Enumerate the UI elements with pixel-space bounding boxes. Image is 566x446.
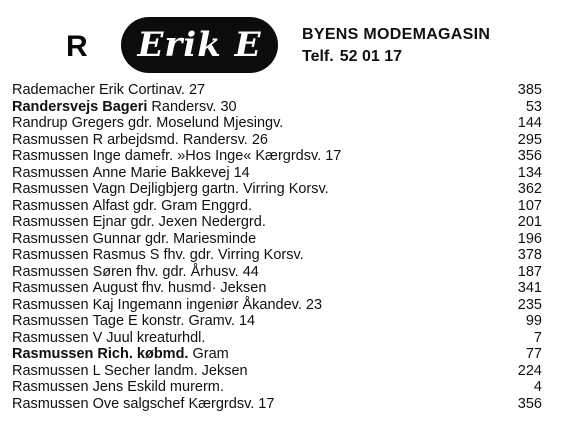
entry-name: Rasmussen bbox=[12, 379, 89, 395]
entry-details: Tage E konstr. Gramv. 14 bbox=[92, 313, 256, 329]
entry-phone-number: 235 bbox=[517, 296, 542, 313]
entry-details: V Juul kreaturhdl. bbox=[92, 329, 206, 346]
directory-entry bbox=[12, 231, 542, 248]
entry-phone-number: 144 bbox=[517, 115, 542, 131]
entry-name: Rasmussen Rich. købmd. bbox=[12, 346, 189, 362]
directory-entry bbox=[12, 148, 542, 165]
entry-name: Rasmussen bbox=[12, 313, 89, 329]
phone-label: Telf. bbox=[302, 48, 334, 65]
entry-phone-number: 385 bbox=[517, 82, 542, 98]
directory-entry bbox=[12, 247, 542, 264]
entry-name: Rasmussen bbox=[12, 329, 89, 346]
entry-details: R arbejdsmd. Randersv. 26 bbox=[92, 131, 268, 148]
entry-phone-number: 201 bbox=[517, 214, 542, 230]
entry-phone-number: 224 bbox=[517, 362, 542, 379]
directory-entry bbox=[12, 132, 542, 149]
directory-entry bbox=[12, 264, 542, 281]
entry-name: Rasmussen bbox=[12, 131, 89, 148]
entry-details: L Secher landm. Jeksen bbox=[92, 362, 248, 379]
directory-entry bbox=[12, 181, 542, 198]
entry-phone-number: 4 bbox=[533, 379, 542, 395]
entry-name: Randersvejs Bageri bbox=[12, 98, 148, 115]
entry-details: Randersv. 30 bbox=[151, 98, 237, 115]
directory-entry bbox=[12, 165, 542, 182]
directory-entry bbox=[12, 313, 542, 330]
logo-text: Erik E bbox=[137, 25, 262, 65]
entry-name: Rasmussen bbox=[12, 296, 89, 313]
entry-phone-number: 196 bbox=[517, 230, 542, 247]
entry-name: Rasmussen bbox=[12, 280, 89, 296]
entry-details: Jens Eskild murerm. bbox=[92, 379, 224, 395]
entry-name: Rasmussen bbox=[12, 164, 89, 181]
directory-entry bbox=[12, 330, 542, 347]
entry-phone-number: 77 bbox=[525, 346, 542, 362]
entry-name: Rasmussen bbox=[12, 395, 89, 412]
directory-entry bbox=[12, 379, 542, 396]
entry-name: Rasmussen bbox=[12, 230, 89, 247]
directory-entry bbox=[12, 297, 542, 314]
ad-phone bbox=[302, 48, 402, 66]
entry-details: Alfast gdr. Gram Enggrd. bbox=[92, 197, 253, 214]
entry-phone-number: 295 bbox=[517, 131, 542, 148]
entry-name: Rasmussen bbox=[12, 148, 89, 164]
directory-header bbox=[0, 0, 566, 80]
directory-entry bbox=[12, 280, 542, 297]
entry-details: Rasmus S fhv. gdr. Virring Korsv. bbox=[92, 247, 304, 263]
directory-listing bbox=[12, 82, 542, 412]
entry-phone-number: 187 bbox=[517, 263, 542, 280]
entry-details: Gram bbox=[192, 346, 229, 362]
entry-phone-number: 7 bbox=[533, 329, 542, 346]
entry-phone-number: 362 bbox=[517, 181, 542, 197]
entry-name: Rasmussen bbox=[12, 263, 89, 280]
ad-slogan: BYENS MODEMAGASIN bbox=[302, 26, 491, 43]
entry-name: Rasmussen bbox=[12, 214, 89, 230]
directory-entry bbox=[12, 396, 542, 413]
entry-details: Gunnar gdr. Mariesminde bbox=[92, 230, 257, 247]
entry-details: Vagn Dejligbjerg gartn. Virring Korsv. bbox=[92, 181, 329, 197]
directory-entry bbox=[12, 99, 542, 116]
entry-phone-number: 378 bbox=[517, 247, 542, 263]
entry-details: Anne Marie Bakkevej 14 bbox=[92, 164, 250, 181]
section-letter: R bbox=[66, 30, 88, 63]
entry-details: Ove salgschef Kærgrdsv. 17 bbox=[92, 395, 275, 412]
directory-entry bbox=[12, 363, 542, 380]
directory-entry bbox=[12, 214, 542, 231]
entry-name: Rasmussen bbox=[12, 247, 89, 263]
entry-phone-number: 107 bbox=[517, 197, 542, 214]
entry-details: Søren fhv. gdr. Århusv. 44 bbox=[92, 263, 259, 280]
entry-details: Ejnar gdr. Jexen Nedergrd. bbox=[92, 214, 266, 230]
entry-name: Randrup bbox=[12, 115, 68, 131]
entry-phone-number: 356 bbox=[517, 395, 542, 412]
directory-entry bbox=[12, 198, 542, 215]
erik-e-logo bbox=[121, 17, 278, 73]
entry-phone-number: 53 bbox=[525, 98, 542, 115]
entry-details: Gregers gdr. Moselund Mjesingv. bbox=[71, 115, 284, 131]
entry-name: Rasmussen bbox=[12, 362, 89, 379]
entry-details: August fhv. husmd· Jeksen bbox=[92, 280, 267, 296]
entry-phone-number: 134 bbox=[517, 164, 542, 181]
entry-details: Inge damefr. »Hos Inge« Kærgrdsv. 17 bbox=[92, 148, 342, 164]
entry-name: Rasmussen bbox=[12, 197, 89, 214]
directory-entry bbox=[12, 115, 542, 132]
entry-phone-number: 341 bbox=[517, 280, 542, 296]
entry-details: Erik Cortinav. 27 bbox=[99, 82, 206, 98]
entry-details: Kaj Ingemann ingeniør Åkandev. 23 bbox=[92, 296, 323, 313]
entry-phone-number: 99 bbox=[525, 313, 542, 329]
entry-name: Rasmussen bbox=[12, 181, 89, 197]
entry-name: Rademacher bbox=[12, 82, 96, 98]
directory-entry bbox=[12, 346, 542, 363]
entry-phone-number: 356 bbox=[517, 148, 542, 164]
phone-number: 52 01 17 bbox=[339, 48, 402, 65]
directory-entry bbox=[12, 82, 542, 99]
